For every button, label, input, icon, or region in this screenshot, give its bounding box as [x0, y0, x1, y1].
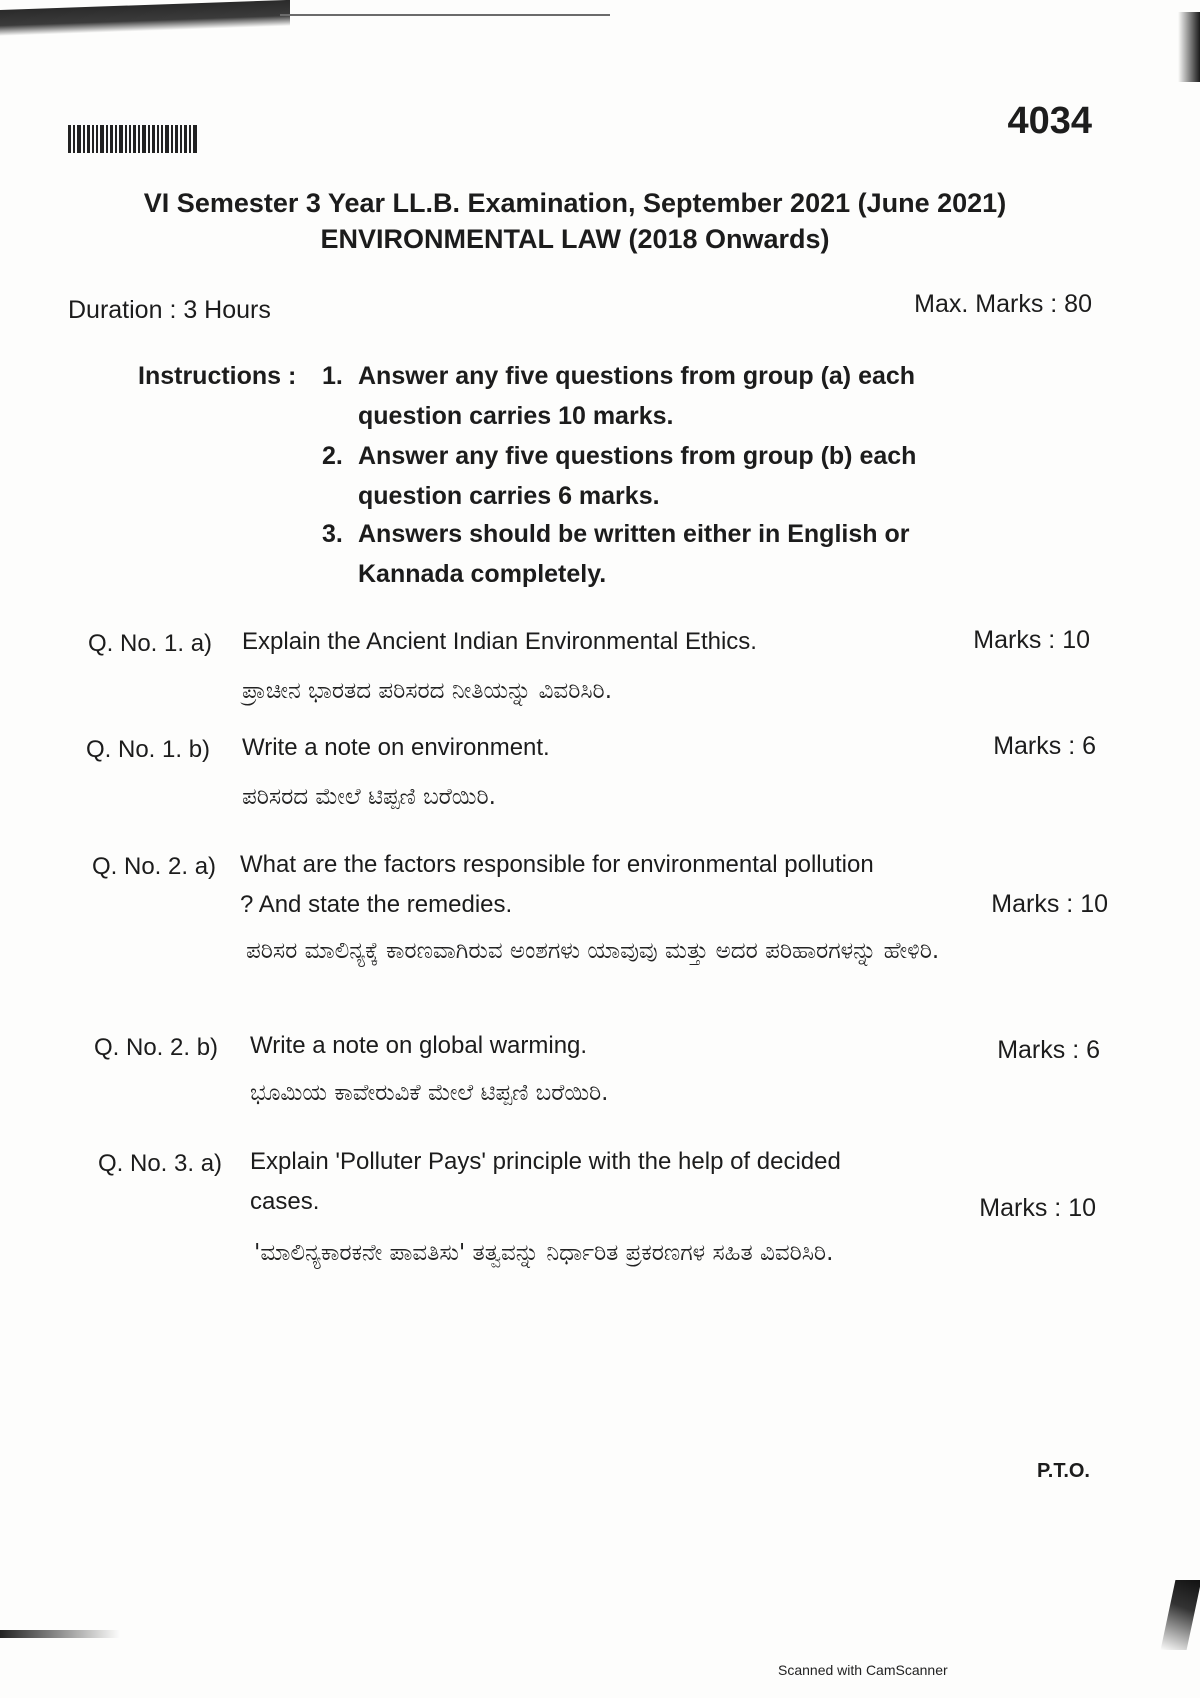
- scan-edge-line: [280, 14, 610, 16]
- pto-label: P.T.O.: [1037, 1460, 1090, 1482]
- question-text: Explain 'Polluter Pays' principle with the help of decided cases.: [250, 1148, 841, 1215]
- question-kannada-text: 'ಮಾಲಿನ್ಯಕಾರಕನೇ ಪಾವತಿಸು' ತತ್ವವನ್ನು ನಿರ್ಧಾರಿತ ಪ್ರಕರಣಗಳ ಸಹಿತ ವಿವರಿಸಿರಿ.: [254, 1240, 834, 1266]
- scan-edge-shadow: [0, 0, 290, 36]
- question-text: Explain the Ancient Indian Environmental Ethics.: [242, 628, 757, 655]
- instruction-item: [322, 356, 962, 436]
- question-text: What are the factors responsible for environmental pollution ? And state the remedies.: [240, 851, 874, 918]
- max-marks: Max. Marks : 80: [914, 290, 1092, 318]
- scan-edge-shadow-bottom: [0, 1630, 120, 1638]
- question-text: Write a note on environment.: [242, 734, 550, 761]
- barcode-icon: [68, 125, 199, 153]
- question-text: Write a note on global warming.: [250, 1032, 588, 1059]
- instruction-text: Answers should be written either in English or Kannada completely.: [358, 520, 910, 588]
- instruction-number: 1.: [322, 362, 343, 390]
- question-kannada-text: ಪರಿಸರ ಮಾಲಿನ್ಯಕ್ಕೆ ಕಾರಣವಾಗಿರುವ ಅಂಶಗಳು ಯಾವುವು ಮತ್ತು ಅದರ ಪರಿಹಾರಗಳನ್ನು ಹೇಳಿರಿ.: [246, 938, 940, 964]
- question-label: Q. No. 3. a): [98, 1150, 223, 1177]
- duration: Duration : 3 Hours: [68, 296, 271, 324]
- paper-code: 4034: [1007, 100, 1092, 142]
- question-kannada-text: ಭೂಮಿಯ ಕಾವೇರುವಿಕೆ ಮೇಲೆ ಟಿಪ್ಪಣಿ ಬರೆಯಿರಿ.: [250, 1080, 609, 1106]
- exam-title: VI Semester 3 Year LL.B. Examination, September 2021 (June 2021): [143, 188, 1007, 218]
- instruction-item: [322, 514, 962, 594]
- question-kannada-text: ಪರಿಸರದ ಮೇಲೆ ಟಿಪ್ಪಣಿ ಬರೆಯಿರಿ.: [242, 784, 496, 810]
- question-label: Q. No. 1. b): [86, 736, 211, 763]
- instruction-item: [322, 436, 962, 516]
- question-marks: Marks : 10: [973, 626, 1090, 654]
- subject-title: ENVIRONMENTAL LAW (2018 Onwards): [320, 224, 830, 254]
- question-marks: Marks : 6: [997, 1036, 1100, 1064]
- scan-edge-shadow-corner: [1161, 1580, 1200, 1650]
- question-marks: Marks : 10: [979, 1194, 1096, 1222]
- question-label: Q. No. 1. a): [88, 630, 213, 657]
- instruction-number: 3.: [322, 520, 343, 548]
- question-marks: Marks : 6: [993, 732, 1096, 760]
- question-marks: Marks : 10: [991, 890, 1108, 918]
- question-kannada-text: ಪ್ರಾಚೀನ ಭಾರತದ ಪರಿಸರದ ನೀತಿಯನ್ನು ವಿವರಿಸಿರಿ.: [242, 678, 613, 704]
- question-label: Q. No. 2. a): [92, 853, 217, 880]
- instruction-text: Answer any five questions from group (b) each question carries 6 marks.: [358, 442, 917, 510]
- instruction-number: 2.: [322, 442, 343, 470]
- question-label: Q. No. 2. b): [94, 1034, 219, 1061]
- scanner-watermark: Scanned with CamScanner: [778, 1662, 948, 1678]
- instruction-text: Answer any five questions from group (a) each question carries 10 marks.: [358, 362, 916, 430]
- instructions-label: Instructions :: [138, 362, 297, 390]
- scan-edge-shadow-right: [1178, 12, 1200, 82]
